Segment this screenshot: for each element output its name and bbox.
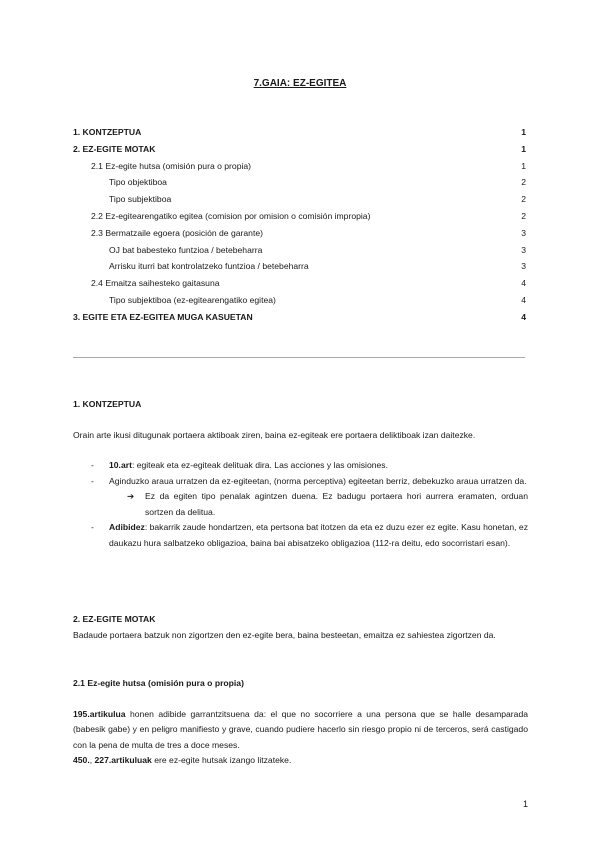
toc-entry-title: OJ bat babesteko funtzioa / betebeharra — [109, 244, 263, 255]
toc-entry[interactable] — [73, 258, 528, 275]
toc-entry-page: 3 — [521, 244, 526, 255]
toc-entry-title: Tipo subjektiboa — [109, 194, 172, 205]
paragraph-text: honen adibide garrantzitsuena da: el que no socorriere a una persona que se halle desamparada (babesik gabe) y en peligro manifiesto y grave, cuando pudiere hacerlo sin riesgo propio ni de terceros, será castigado con la pena de multa de tres a doce meses. — [73, 708, 528, 750]
toc-entry[interactable] — [73, 141, 528, 158]
document-title: 7.GAIA: EZ-EGITEA — [253, 78, 347, 89]
toc-entry-page: 4 — [521, 294, 526, 305]
toc-entry-page: 3 — [521, 227, 526, 238]
toc-entry-title: Tipo objektiboa — [109, 177, 167, 188]
toc-entry-title: 2.1 Ez-egite hutsa (omisión pura o propia) — [91, 160, 252, 171]
toc-entry[interactable] — [73, 191, 528, 208]
toc-entry[interactable] — [73, 309, 528, 326]
toc-entry-title: Tipo subjektiboa (ez-egitearengatiko egitea) — [109, 294, 276, 305]
bold-term: Adibidez — [109, 522, 145, 532]
toc-entry[interactable] — [73, 124, 528, 141]
list-item-text: : egiteak eta ez-egiteak delituak dira. Las acciones y las omisiones. — [131, 460, 388, 470]
toc-entry[interactable] — [73, 275, 528, 292]
paragraph — [73, 707, 528, 754]
arrow-item — [73, 489, 528, 520]
horizontal-divider — [73, 357, 525, 358]
toc-entry-title: 2.3 Bermatzaile egoera (posición de garante) — [91, 227, 263, 238]
bold-term: 227.artikuluak — [94, 755, 152, 765]
arrow-item-text: Ez da egiten tipo penalak agintzen duena. Ez badugu portaera hori aurrera eramaten, orduan sortzen da delitua. — [145, 491, 528, 517]
section-heading: 1. KONTZEPTUA — [73, 399, 142, 409]
toc-entry[interactable] — [73, 225, 528, 242]
bold-term: 195.artikulua — [73, 708, 126, 719]
bold-term: 450. — [73, 755, 90, 765]
paragraph-text: ere ez-egite hutsak izango litzateke. — [151, 755, 292, 765]
bullet-list — [73, 520, 528, 551]
page-number: 1 — [522, 799, 528, 809]
toc-entry[interactable] — [73, 174, 528, 191]
list-item — [73, 520, 528, 551]
paragraph: Orain arte ikusi ditugunak portaera aktiboak ziren, baina ez-egiteak ere portaera deliktiboak izan daitezke. — [73, 429, 476, 440]
paragraph-text: , — [89, 755, 95, 765]
toc-entry-page: 2 — [521, 194, 526, 205]
paragraph — [73, 753, 528, 769]
list-item-text: Aginduzko araua urratzen da ez-egiteetan, (norma perceptiva) egiteetan berriz, debekuzko araua urratzen da. — [109, 475, 527, 486]
subsection-heading: 2.1 Ez-egite hutsa (omisión pura o propia) — [73, 678, 244, 688]
toc-entry-title: 1. KONTZEPTUA — [73, 127, 142, 137]
toc-entry-title: 2.4 Emaitza saihesteko gaitasuna — [91, 278, 220, 289]
bullet-list — [73, 458, 528, 489]
table-of-contents — [73, 124, 528, 326]
toc-entry-page: 2 — [521, 177, 526, 188]
toc-entry-page: 1 — [521, 143, 526, 154]
section-1 — [73, 397, 528, 551]
toc-entry-title: Arrisku iturri bat kontrolatzeko funtzioa / betebeharra — [109, 261, 309, 272]
bold-term: 10.art — [109, 460, 132, 470]
toc-entry[interactable] — [73, 292, 528, 309]
toc-entry-page: 1 — [521, 127, 526, 137]
toc-entry-page: 4 — [521, 278, 526, 289]
toc-entry-title: 2. EZ-EGITE MOTAK — [73, 143, 156, 154]
toc-entry[interactable] — [73, 242, 528, 259]
list-item — [73, 458, 528, 474]
toc-entry-page: 1 — [521, 160, 526, 171]
section-heading: 2. EZ-EGITE MOTAK — [73, 614, 156, 624]
toc-entry-title: 2.2 Ez-egitearengatiko egitea (comision por omision o comisión impropia) — [91, 210, 371, 221]
list-item — [73, 474, 528, 490]
toc-entry-page: 3 — [521, 261, 526, 272]
section-2-1 — [73, 676, 528, 769]
toc-entry[interactable] — [73, 208, 528, 225]
toc-entry[interactable] — [73, 158, 528, 175]
list-item-text: : bakarrik zaude hondartzen, eta pertsona bat itotzen da eta ez duzu ezer ez egite. Kasu honetan, ez daukazu hura salbatzeko obligazioa, baina bai abisatzeko obligazioa (112-ra deitu, edo socorristari esan). — [109, 522, 528, 548]
toc-entry-page: 2 — [521, 210, 526, 221]
toc-entry-title: 3. EGITE ETA EZ-EGITEA MUGA KASUETAN — [73, 311, 253, 322]
section-2 — [73, 612, 528, 643]
arrow-right-icon: ➔ — [127, 491, 135, 501]
paragraph: Badaude portaera batzuk non zigortzen den ez-egite bera, baina besteetan, emaitza ez sahiestea zigortzen da. — [73, 629, 496, 640]
toc-entry-page: 4 — [521, 311, 526, 322]
